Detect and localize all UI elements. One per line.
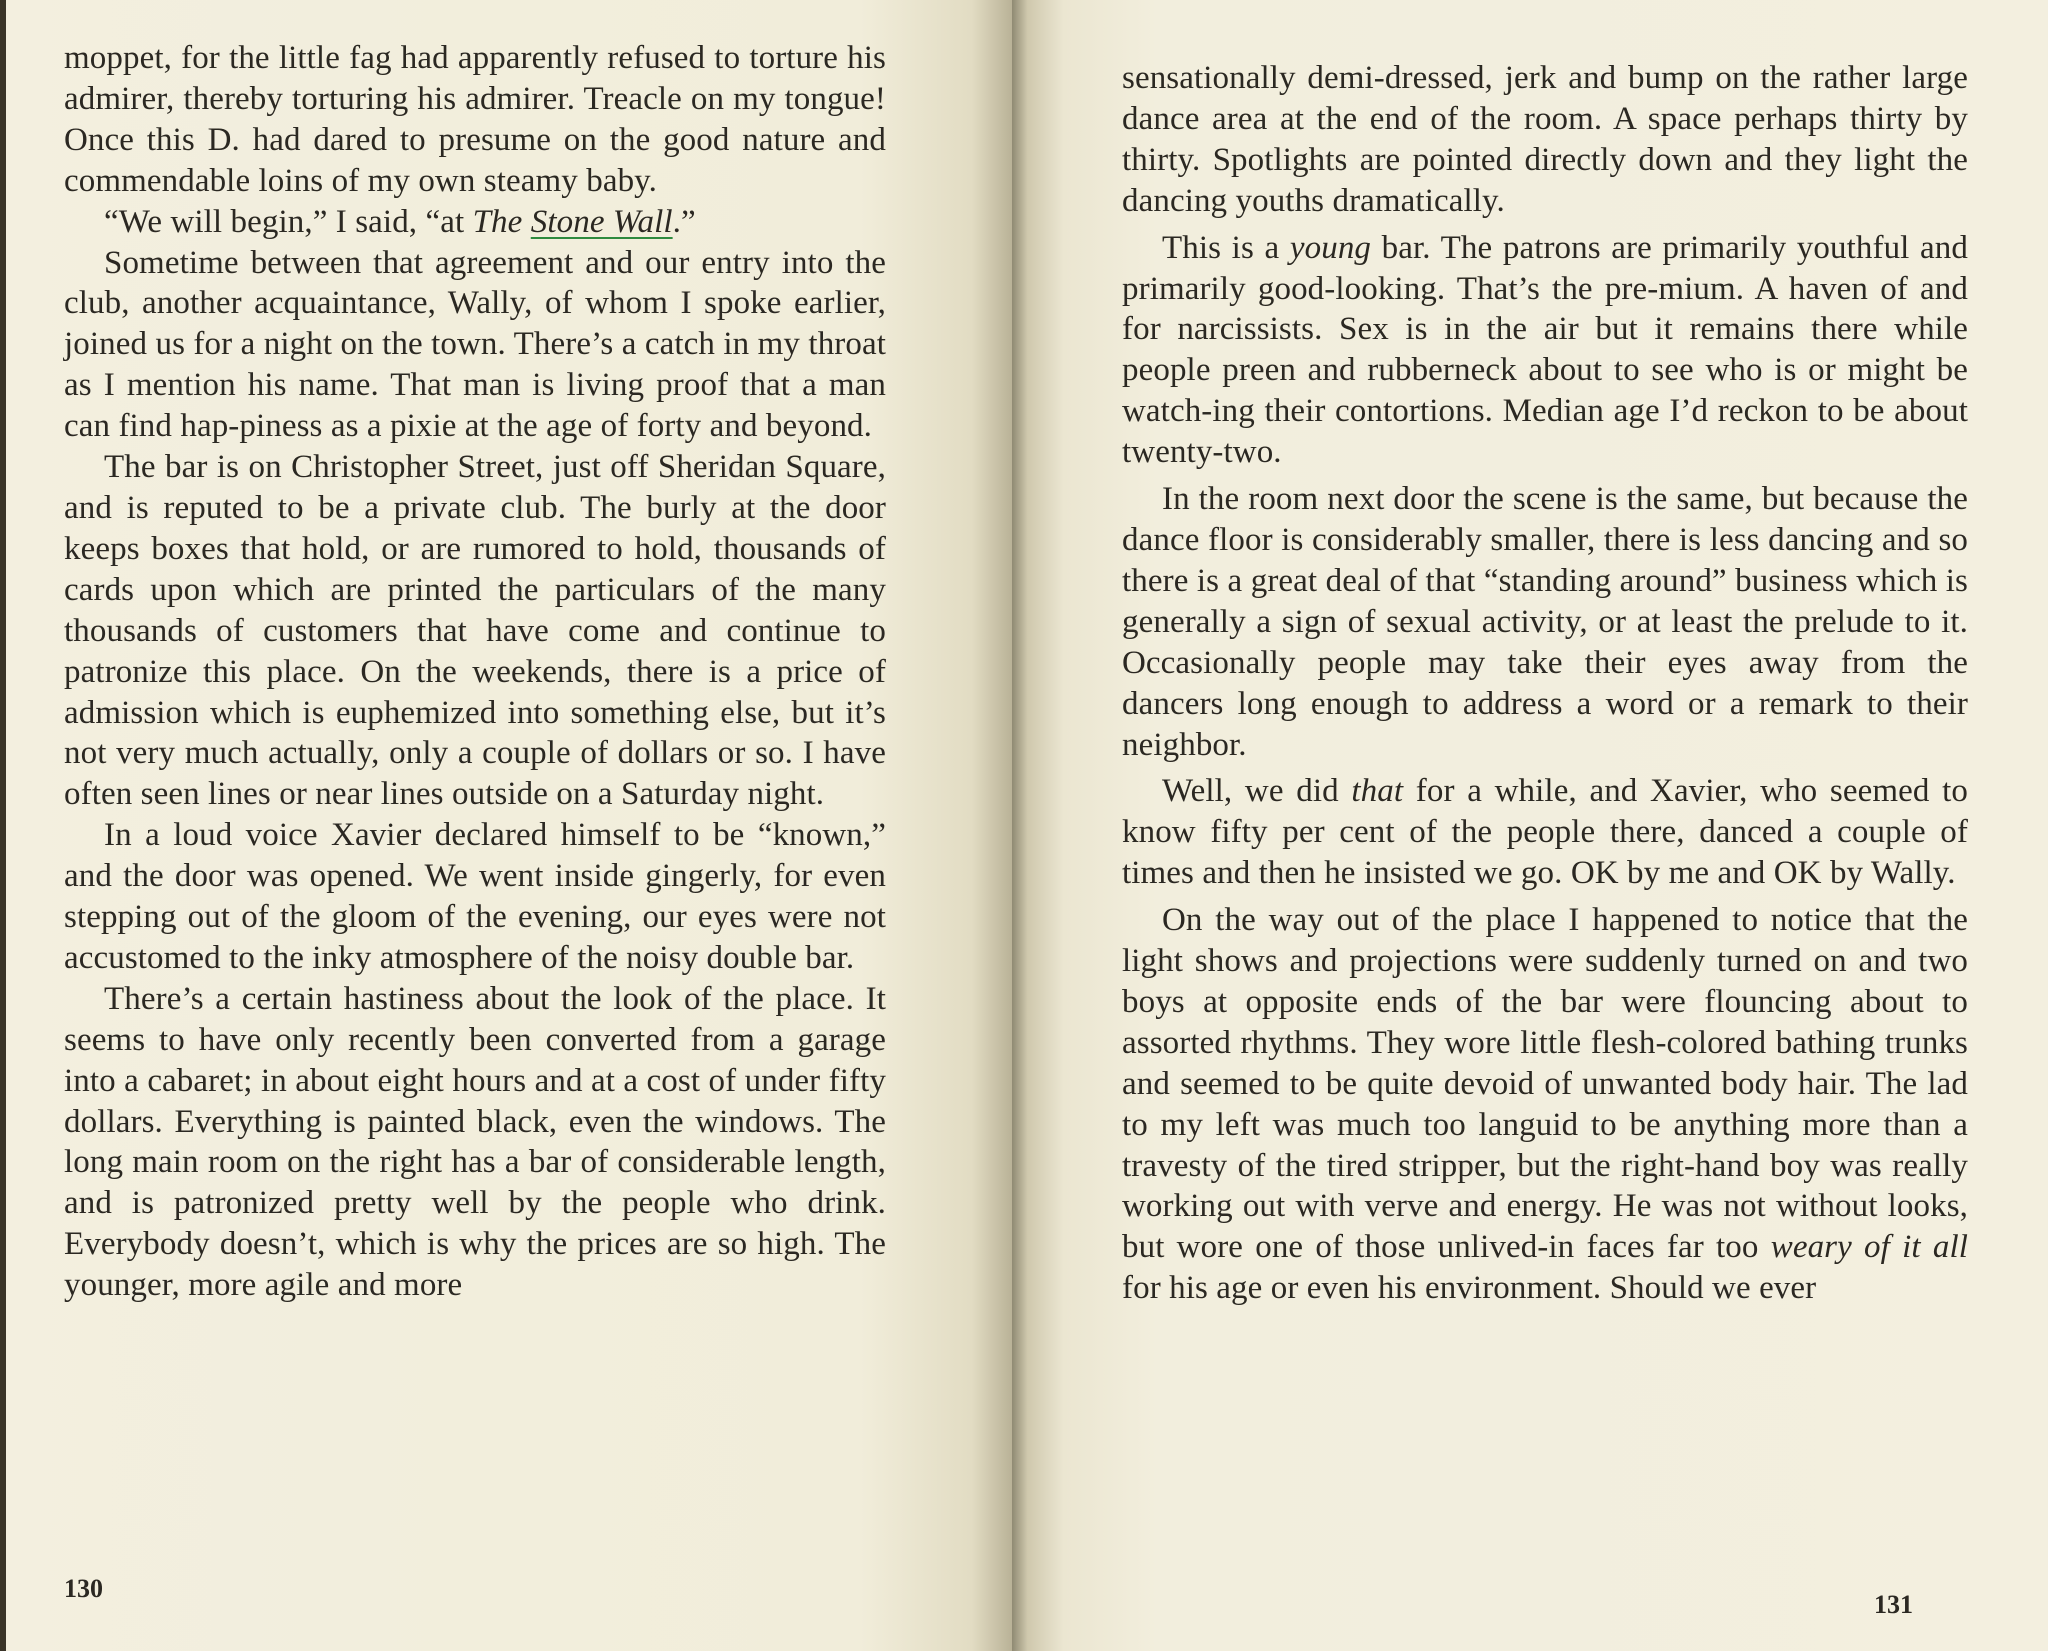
paragraph: On the way out of the place I happened to notice that the light shows and projections were suddenly turned on and two boys at opposite ends of the bar were flouncing about to assorted rhythms. They wore little flesh-colored bathing trunks and seemed to be quite devoid of unwanted body hair. The lad to my left was much too languid to be anything more than a travesty of the tired stripper, but the right-hand boy was really working out with verve and energy. He was not without looks, but wore one of those unlived-in faces far too weary of it all for his age or even his environment. Should we ever [1122, 902, 1968, 1307]
paragraph: The bar is on Christopher Street, just off Sheridan Square, and is reputed to be a private club. The burly at the door keeps boxes that hold, or are rumored to hold, thousands of cards upon which are printed the particulars of the many thousands of customers that have come and continue to patronize this place. On the weekends, there is a price of admission which is euphemized into something else, but it’s not very much actually, only a couple of dollars or so. I have often seen lines or near lines outside on a Saturday night. [64, 449, 886, 813]
paragraph: Well, we did that for a while, and Xavier, who seemed to know fifty per cent of the people there, danced a couple of times and then he insisted we go. OK by me and OK by Wally. [1122, 773, 1969, 892]
paragraph: This is a young bar. The patrons are primarily youthful and primarily good-looking. That’s the pre-mium. A haven of and for narcissists. Sex is in the air but it remains there while people preen and rubberneck about to see who is or might be watch-ing their contortions. Median age I’d reckon to be about twenty-two. [1122, 229, 1968, 471]
left-page [0, 0, 1012, 1651]
page-number: 131 [1874, 1590, 1913, 1619]
left-page-text [64, 38, 886, 1306]
paragraph: Sometime between that agreement and our entry into the club, another acquaintance, Wally, of whom I spoke earlier, joined us for a night on the town. There’s a catch in my throat as I mention his name. That man is living proof that a man can find hap-piness as a pixie at the age of forty and beyond. [64, 244, 886, 445]
right-page-text [1122, 58, 1968, 1309]
book-edge-shadow [0, 0, 6, 1651]
underlined-title: Stone Wall [530, 203, 673, 240]
paragraph: In a loud voice Xavier declared himself to be “known,” and the door was opened. We went inside gingerly, for even stepping out of the gloom of the evening, our eyes were not accustomed to the inky atmosphere of the noisy double bar. [64, 817, 886, 976]
right-page [1012, 0, 2048, 1651]
paragraph: moppet, for the little fag had apparently refused to torture his admirer, thereby torturing his admirer. Treacle on my tongue! Once this D. had dared to presume on the good nature and commendable loins of my own steamy baby. [64, 40, 886, 199]
paragraph: There’s a certain hastiness about the look of the place. It seems to have only recently been converted from a garage into a cabaret; in about eight hours and at a cost of under fifty dollars. Everything is painted black, even the windows. The long main room on the right has a bar of considerable length, and is patronized pretty well by the people who drink. Everybody doesn’t, which is why the prices are so high. The younger, more agile and more [64, 980, 886, 1304]
page-number: 130 [64, 1574, 103, 1603]
paragraph: sensationally demi-dressed, jerk and bump on the rather large dance area at the end of the room. A space perhaps thirty by thirty. Spotlights are pointed directly down and they light the dancing youths dramatically. [1122, 60, 1968, 219]
paragraph: “We will begin,” I said, “at The Stone Wall.” [104, 203, 696, 240]
paragraph: In the room next door the scene is the same, but because the dance floor is considerably smaller, there is less dancing and so there is a great deal of that “standing around” business which is generally a sign of sexual activity, or at least the prelude to it. Occasionally people may take their eyes away from the dancers long enough to address a word or a remark to their neighbor. [1122, 481, 1968, 763]
